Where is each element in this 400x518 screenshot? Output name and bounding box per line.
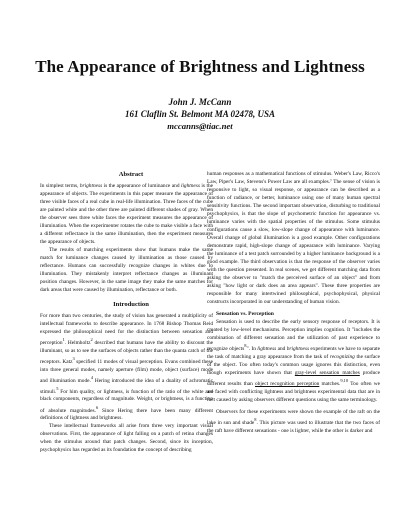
introduction-paragraph-2: These intellectual frameworks all arise from three very important visual observations. First, the appearance of light falling on a patch of retina changes when the stimulus around that patch changes. Second, since its inception, psychophysics has regarded as its foundation the concept of describing [40,423,213,454]
right-paragraph-1: human responses as a mathematical functions of stimulus. Weber's Law, Ricco's Law, Piper's Law, Stevens's Power Law are all examples.⁷ The sense of vision is responsive to light, so visual response, or appearance can be described as a function of radiance, or better, luminance using one of many human spectral sensitivity functions. The second important observation, disturbing to traditional psychophysics, is that the slope of psychometric function for appearance vs. luminance varies with the spatial properties of the stimulus. Some stimulus configurations cause a slow, low-slope change of appearance with luminance. Overall change of global illumination is a good example. Other configurations demonstrate rapid, high-slope change of appearance with luminance. Varying the luminance of a test patch surrounded by a higher luminance background is a good example. The third observation is that the response of the observer varies with the question presented. In real scenes, we get different matching data from asking the observer to "match the perceived surface of an object" and from asking "how light or dark does an area appears". These three properties are responsible for many intertwined philosophical, psychophysical, physical constructs incorporated in our understanding of human vision. [207,171,380,306]
paper-title: The Appearance of Brightness and Lightness [35,57,365,76]
author-name: John J. McCann [168,97,232,107]
sensation-paragraph-2: Observers for these experiments were shown the example of the raft on the lake in sun and shade$^8$. This picture was used to illustrate that the two faces of the raft have different sensations - one is lighter, while the other is darker and [207,409,380,434]
introduction-paragraph-1: For more than two centuries, the study of vision has generated a multiplicity of intellectual frameworks to describe appearance. In 1768 Bishop Thomas Reid expressed the philosophical need for the distinction between sensation and perception$^1$. Helmholtz$^2$ described that humans have the ability to discount the illuminant, so as to see the surfaces of objects rather than the quanta catch of the receptors. Katz$^3$ specified 11 modes of visual perception. Evans combined these into three general modes, namely aperture (film) mode, object (surface) mode and illumination mode.$^4$ Hering introduced the idea of a duality of achromatic stimuli.$^5$ For him quality, or lightness, is function of the ratio of the white and black components, regardless of magnitude. Weight, or brightness, is a function of absolute magnitudes.$^6$ Since Hering there have been many different definitions of lightness and brightness. [40,313,214,422]
author-email: mccanns@tiac.net [167,121,233,131]
abstract-paragraph-2: The results of matching experiments show that humans make the same match for luminance changes caused by illumination as those caused by reflectance. Humans can successfully recognize changes in whites due to illumination. They mistakenly interpret reflectance changes as illuminant position changes. However, in the same image they make the same matches for dark areas that were caused by illumination, reflectance or both. [40,247,213,294]
abstract-heading: Abstract [118,171,144,178]
right-column [207,170,380,435]
author-address: 161 Claflin St. Belmont MA 02478, USA [124,109,276,119]
abstract-paragraph-1: In simplest terms, brightness is the appearance of luminance and lightness is the appearance of objects. The experiments in this paper measure the appearance of three visible faces of a real cube in real-life illumination. Three faces of the cube are painted white and the other three are painted different shades of gray. When the observer sees three white faces the experiment measures the appearance of illumination. When the experimenter rotates the cube to make visible a face with a different reflectance in the same illumination, then the experiment measures the appearance of objects. [40,183,213,246]
sensation-heading: Sensation vs. Perception [216,311,274,318]
introduction-heading: Introduction [113,301,149,309]
left-column [40,170,213,454]
sensation-paragraph-1: Sensation is used to describe the early sensory response of receptors. It is created by low-level mechanisms. Perception implies cognition. It "includes the combination of different sensation and the utilization of past experience to recognize objects$^8$". In lightness and brightness experiments we have to separate the task of matching a gray appearance from the task of recognizing the surface of the object. Too often today's common usage ignores this distinction, even though experiments have shown that gray-level sensation matches produce different results than object recognition perception matches.$^{9,10}$ Too often we are faced with conflicting lightness and brightness experimental data that are in fact caused by asking observers different questions using the same terminology. [207,319,381,403]
